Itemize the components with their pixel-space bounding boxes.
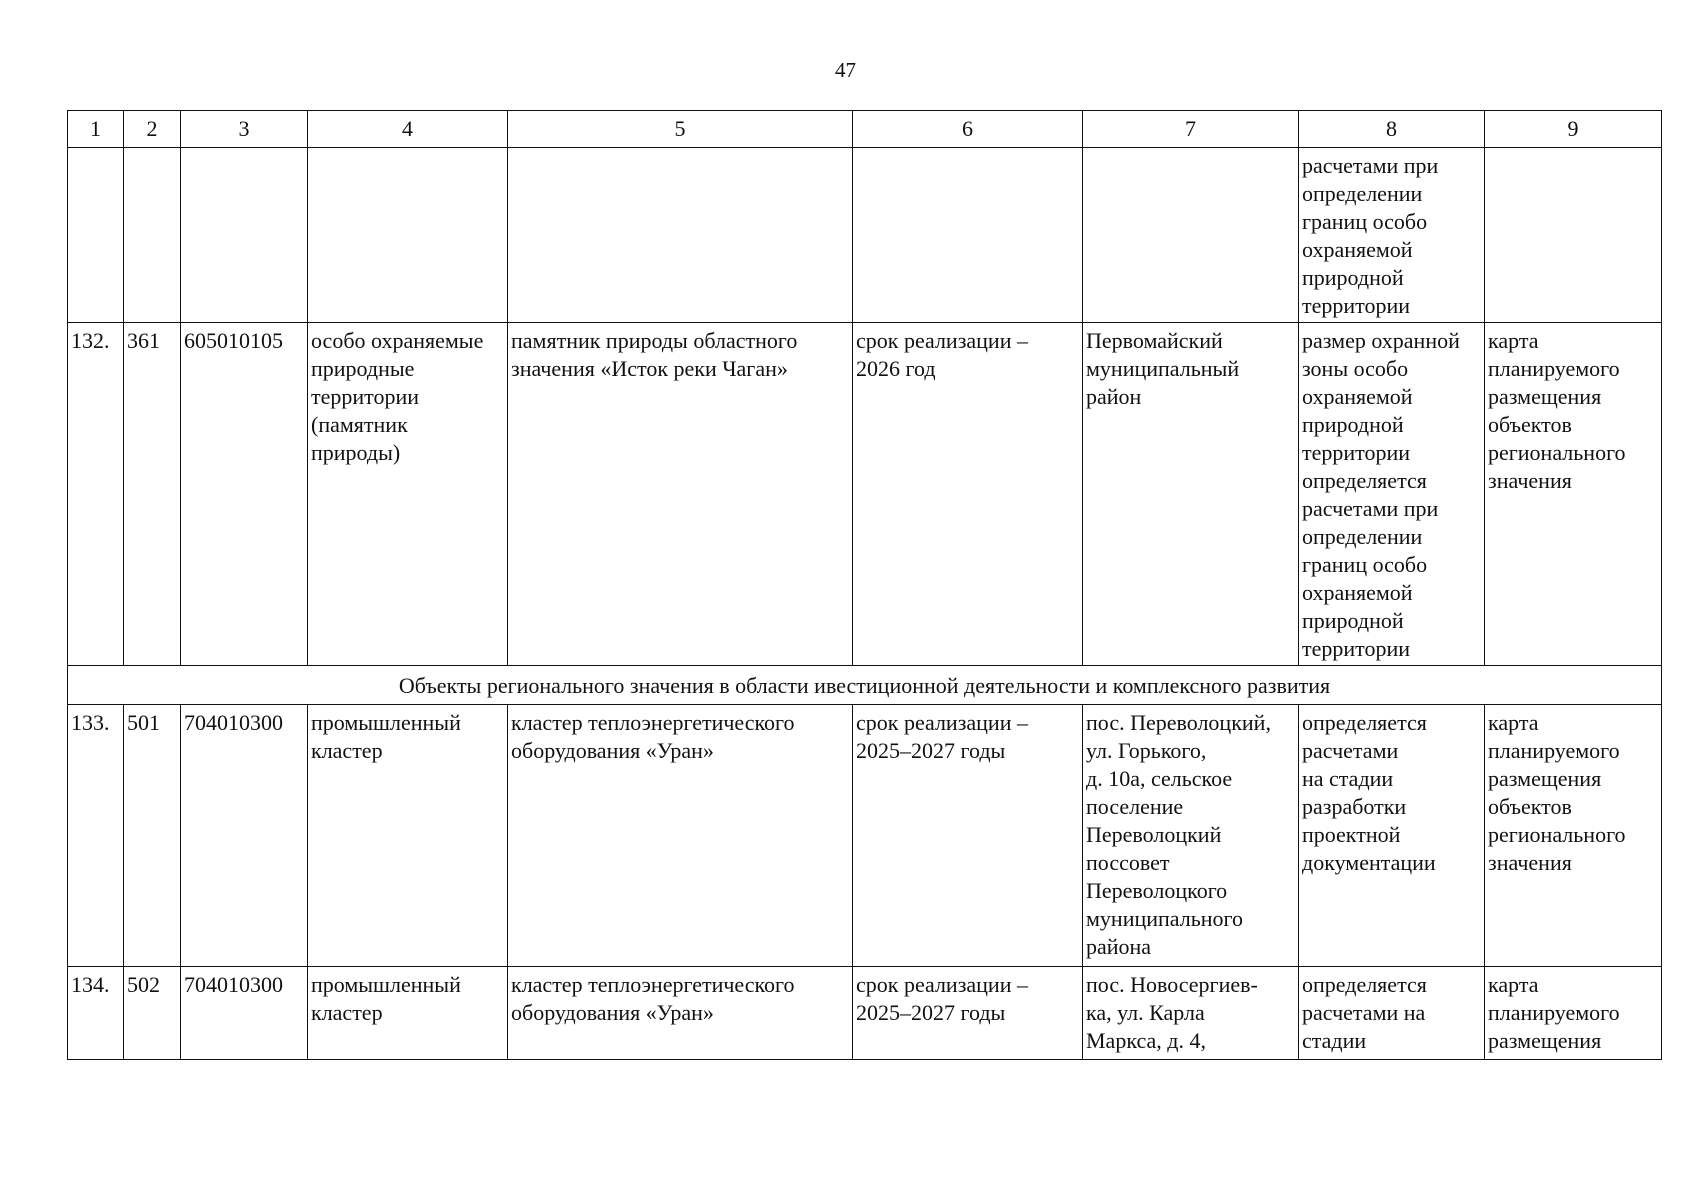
column-header: 4 [308,111,508,148]
table-header-row [68,111,1662,148]
cell-location: пос. Переволоцкий, ул. Горького, д. 10а, сельское поселение Переволоцкий поссовет Переволоцкого муниципального района [1083,705,1299,967]
table-row-continued [68,148,1662,323]
cell-location: пос. Новосергиев- ка, ул. Карла Маркса, д. 4, [1083,967,1299,1060]
cell-code: 605010105 [181,323,308,666]
cell-code: 704010300 [181,705,308,967]
cell-type: промышленный кластер [308,705,508,967]
cell-zone: размер охранной зоны особо охраняемой природной территории определяется расчетами при определении границ особо охраняемой природной территории [1299,323,1485,666]
cell-name [508,148,853,323]
cell-code: 704010300 [181,967,308,1060]
cell-number: 134. [68,967,124,1060]
cell-index: 502 [124,967,181,1060]
cell-number: 133. [68,705,124,967]
cell-index: 361 [124,323,181,666]
cell-number [68,148,124,323]
cell-zone: определяется расчетами на стадии разработки проектной документации [1299,705,1485,967]
cell-name: кластер теплоэнергетического оборудования «Уран» [508,967,853,1060]
section-row [68,666,1662,705]
column-header: 2 [124,111,181,148]
column-header: 6 [853,111,1083,148]
cell-index: 501 [124,705,181,967]
column-header: 3 [181,111,308,148]
cell-map: карта планируемого размещения объектов регионального значения [1485,705,1662,967]
cell-map: карта планируемого размещения [1485,967,1662,1060]
cell-term: срок реализации – 2025–2027 годы [853,705,1083,967]
cell-name: кластер теплоэнергетического оборудования «Уран» [508,705,853,967]
column-header: 9 [1485,111,1662,148]
cell-zone: расчетами при определении границ особо охраняемой природной территории [1299,148,1485,323]
cell-term: срок реализации – 2026 год [853,323,1083,666]
section-heading: Объекты регионального значения в области ивестиционной деятельности и комплексного развития [68,666,1662,705]
cell-index [124,148,181,323]
column-header: 1 [68,111,124,148]
cell-term: срок реализации – 2025–2027 годы [853,967,1083,1060]
cell-name: памятник природы областного значения «Исток реки Чаган» [508,323,853,666]
cell-location [1083,148,1299,323]
column-header: 7 [1083,111,1299,148]
cell-type: особо охраняемые природные территории (памятник природы) [308,323,508,666]
column-header: 8 [1299,111,1485,148]
document-table [67,110,1662,1060]
cell-term [853,148,1083,323]
cell-zone: определяется расчетами на стадии [1299,967,1485,1060]
cell-location: Первомайский муниципальный район [1083,323,1299,666]
cell-map: карта планируемого размещения объектов регионального значения [1485,323,1662,666]
cell-number: 132. [68,323,124,666]
column-header: 5 [508,111,853,148]
table-row [68,323,1662,666]
table-row [68,967,1662,1060]
cell-code [181,148,308,323]
cell-type [308,148,508,323]
cell-map [1485,148,1662,323]
cell-type: промышленный кластер [308,967,508,1060]
page-number: 47 [835,58,856,82]
table-row [68,705,1662,967]
